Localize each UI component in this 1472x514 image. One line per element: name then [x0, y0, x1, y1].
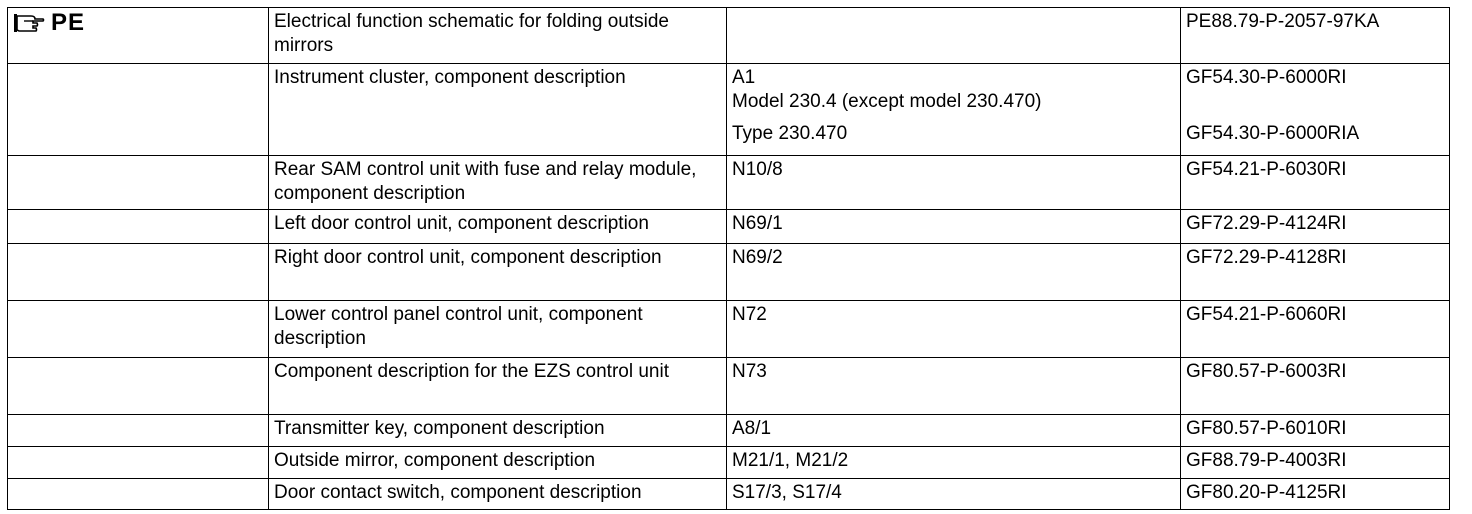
- description-cell: Transmitter key, component description: [269, 415, 727, 447]
- code-cell: N72: [727, 301, 1181, 358]
- code-cell: M21/1, M21/2: [727, 447, 1181, 479]
- table-row: [8, 210, 1450, 244]
- document-link[interactable]: GF72.29-P-4124RI: [1181, 210, 1450, 244]
- pe-cell: [8, 8, 269, 64]
- pointing-hand-icon: [13, 12, 45, 34]
- description-cell: Left door control unit, component description: [269, 210, 727, 244]
- document-link[interactable]: GF54.30-P-6000RIA: [1186, 123, 1360, 144]
- description-cell: Instrument cluster, component description: [269, 64, 727, 156]
- document-link[interactable]: GF80.20-P-4125RI: [1181, 479, 1450, 510]
- table-row: [8, 64, 1450, 156]
- document-link[interactable]: GF54.30-P-6000RI: [1186, 67, 1347, 88]
- component-code: A1: [732, 67, 756, 88]
- table-row: [8, 415, 1450, 447]
- table-row: [8, 8, 1450, 64]
- code-cell: N73: [727, 358, 1181, 415]
- reference-table: [7, 7, 1450, 510]
- document-link[interactable]: GF54.21-P-6060RI: [1181, 301, 1450, 358]
- table-row: [8, 479, 1450, 510]
- table-row: [8, 156, 1450, 210]
- table-row: [8, 447, 1450, 479]
- pe-label: PE: [51, 9, 86, 36]
- description-cell: Outside mirror, component description: [269, 447, 727, 479]
- description-cell: Electrical function schematic for folding outside mirrors: [269, 8, 727, 64]
- code-cell: [727, 8, 1181, 64]
- table-row: [8, 301, 1450, 358]
- alt-code: Type 230.470: [732, 123, 848, 144]
- table-row: [8, 358, 1450, 415]
- document-cell: [1181, 64, 1450, 156]
- document-link[interactable]: GF72.29-P-4128RI: [1181, 244, 1450, 301]
- document-link[interactable]: PE88.79-P-2057-97KA: [1181, 8, 1450, 64]
- description-cell: Right door control unit, component description: [269, 244, 727, 301]
- document-link[interactable]: GF80.57-P-6010RI: [1181, 415, 1450, 447]
- description-cell: Component description for the EZS control unit: [269, 358, 727, 415]
- description-cell: Rear SAM control unit with fuse and relay module, component description: [269, 156, 727, 210]
- code-cell: [727, 64, 1181, 156]
- code-cell: S17/3, S17/4: [727, 479, 1181, 510]
- code-cell: N69/2: [727, 244, 1181, 301]
- code-cell: N10/8: [727, 156, 1181, 210]
- table-row: [8, 244, 1450, 301]
- description-cell: Lower control panel control unit, component description: [269, 301, 727, 358]
- code-cell: N69/1: [727, 210, 1181, 244]
- code-cell: A8/1: [727, 415, 1181, 447]
- description-cell: Door contact switch, component description: [269, 479, 727, 510]
- document-link[interactable]: GF88.79-P-4003RI: [1181, 447, 1450, 479]
- document-link[interactable]: GF54.21-P-6030RI: [1181, 156, 1450, 210]
- document-link[interactable]: GF80.57-P-6003RI: [1181, 358, 1450, 415]
- code-note: Model 230.4 (except model 230.470): [732, 91, 1042, 112]
